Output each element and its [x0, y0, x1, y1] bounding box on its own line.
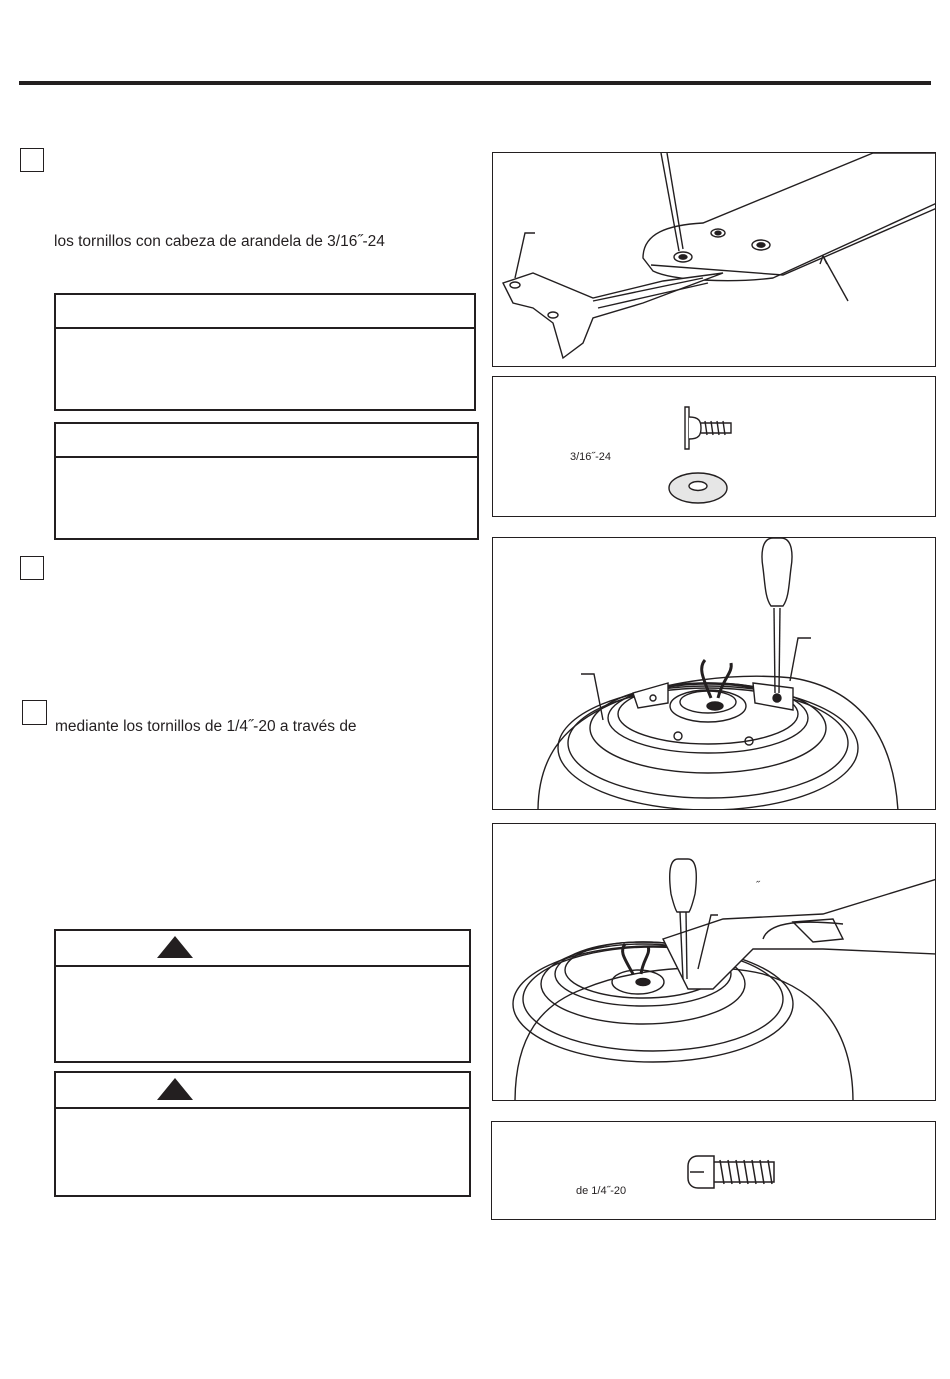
figure-hardware-2: [491, 1121, 936, 1220]
figure-motor-screws: [492, 537, 936, 810]
blade-arm-illustration: [493, 153, 936, 367]
figure-4-mark: ˝: [756, 880, 760, 892]
hardware-2-size-label: de 1/4˝-20: [576, 1185, 627, 1197]
note-box-2: [54, 422, 479, 540]
hardware-2-illustration: [492, 1122, 936, 1220]
warning-triangle-icon: [155, 934, 195, 960]
warning-box-1: [54, 929, 471, 1063]
hardware-1-illustration: [493, 377, 936, 517]
note-box-1: [54, 293, 476, 411]
figure-hardware-1: [492, 376, 936, 517]
warning-triangle-icon: [155, 1076, 195, 1102]
step-checkbox-2[interactable]: [20, 556, 44, 580]
warning-box-2-header: [56, 1073, 469, 1109]
step-checkbox-1[interactable]: [20, 148, 44, 172]
hardware-1-size-label: 3/16˝-24: [570, 451, 611, 463]
header-rule: [19, 81, 931, 85]
step-checkbox-3[interactable]: [22, 700, 47, 725]
warning-box-1-header: [56, 931, 469, 967]
step-1-text: los tornillos con cabeza de arandela de 3/16˝-24: [54, 233, 385, 250]
step-3-text: mediante los tornillos de 1/4˝-20 a través de: [55, 718, 357, 735]
figure-blade-arm-attach: [492, 152, 936, 367]
figure-blade-to-motor: [492, 823, 936, 1101]
blade-motor-illustration: [493, 824, 936, 1101]
motor-hub-illustration: [493, 538, 936, 810]
note-box-1-header: [56, 295, 474, 329]
note-box-2-header: [56, 424, 477, 458]
warning-box-2: [54, 1071, 471, 1197]
